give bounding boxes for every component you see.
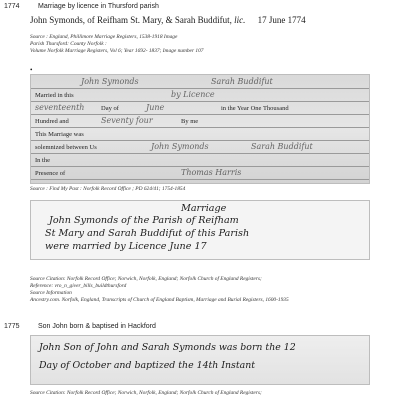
register-handwriting: by Licence xyxy=(171,90,215,99)
entry-title xyxy=(30,15,306,25)
section-heading-1774 xyxy=(4,3,159,10)
section-year: 1775 xyxy=(4,323,20,330)
entry-title-lic: lic. xyxy=(234,15,246,25)
register-handwriting: John Symonds xyxy=(151,142,209,151)
register-label: Married in this xyxy=(35,92,74,99)
baptism-scan xyxy=(30,335,370,385)
entry-date: 17 June 1774 xyxy=(257,15,306,25)
register-label: solemnized between Us xyxy=(35,144,97,151)
baptism-line: John Son of John and Sarah Symonds was born the 12 xyxy=(39,342,296,353)
register-handwriting: seventeenth xyxy=(35,103,85,112)
register-handwriting: Sarah Buddifut xyxy=(211,77,273,86)
register-label: By me xyxy=(181,118,199,125)
register-label: Hundred and xyxy=(35,118,69,125)
register-source: Source : Find My Past : Norfolk Record Office ; PD 624/41; 1754-1854 xyxy=(30,186,186,192)
licence-source-line: Reference: vro_n_giver_bills_buildthursford xyxy=(30,283,127,289)
register-handwriting: Seventy four xyxy=(101,116,153,125)
baptism-line: Day of October and baptized the 14th Instant xyxy=(39,360,256,371)
register-label: in the Year One Thousand xyxy=(221,105,289,112)
licence-line: John Symonds of the Parish of Reifham xyxy=(49,215,239,226)
licence-source-line: Source Citation: Norfolk Record Office; Norwich, Norfolk, England; Norfolk Church of England Registers; xyxy=(30,276,262,282)
source-line: Volume Norfolk Marriage Registers, Vol 6; Year 1692- 1837; Image number 107 xyxy=(30,48,204,54)
register-row xyxy=(31,114,369,128)
licence-scan xyxy=(30,200,370,260)
licence-line: were married by Licence June 17 xyxy=(45,241,207,252)
register-handwriting: June xyxy=(146,103,165,112)
licence-line: St Mary and Sarah Buddifut of this Parish xyxy=(45,228,250,239)
register-row xyxy=(31,153,369,167)
register-handwriting: Sarah Buddifut xyxy=(251,142,313,151)
marriage-register-scan xyxy=(30,74,370,184)
source-line: Parish Thursford: County Norfolk : xyxy=(30,41,107,47)
licence-source-line: Source Information xyxy=(30,290,72,296)
section-heading-text: Son John born & baptised in Hackford xyxy=(38,323,156,330)
bullet-marker: • xyxy=(30,66,33,74)
section-heading-text: Marriage by licence in Thursford parish xyxy=(38,3,159,10)
licence-source-line: Ancestry.com. Norfolk, England, Transcripts of Church of England Baptism, Marriage and Burial Registers, 1600-1935 xyxy=(30,297,289,303)
section-year: 1774 xyxy=(4,3,20,10)
register-label: Presence of xyxy=(35,170,66,177)
register-label: Day of xyxy=(101,105,119,112)
register-label: In the xyxy=(35,157,50,164)
source-line: Source : England, Phillimore Marriage Registers, 1538-1918 Image xyxy=(30,34,178,40)
register-handwriting: Thomas Harris xyxy=(181,168,242,177)
register-handwriting: John Symonds xyxy=(81,77,139,86)
register-label: This Marriage was xyxy=(35,131,84,138)
section-heading-1775 xyxy=(4,323,156,330)
licence-line: Marriage xyxy=(181,203,227,214)
baptism-source: Source Citation: Norfolk Record Office; Norwich, Norfolk, England; Norfolk Church of England Registers; xyxy=(30,390,262,396)
entry-title-text: John Symonds, of Reifham St. Mary, & Sarah Buddifut, xyxy=(30,15,232,25)
